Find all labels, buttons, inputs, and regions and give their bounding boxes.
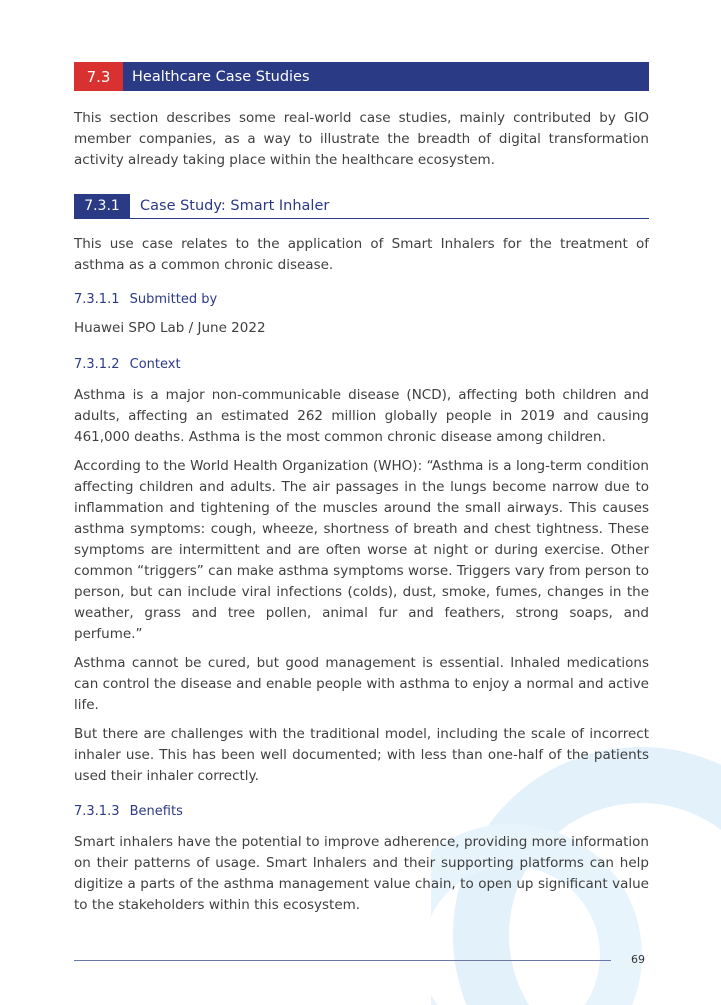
heading-context (74, 355, 649, 375)
subsection-number: 7.3.1 (74, 194, 130, 218)
footer-rule (74, 960, 611, 961)
page-number: 69 (631, 953, 645, 966)
context-paragraph: Asthma is a major non-communicable disease (NCD), affecting both children and adults, affecting an estimated 262 million globally people in 2019 and causing 461,000 deaths. Asthma is the most common chronic disease among children. (74, 387, 649, 445)
section-header (74, 62, 649, 91)
benefits-text: Smart inhalers have the potential to improve adherence, providing more information on their patterns of usage. Smart Inhalers and their supporting platforms can help digitize a parts of the asthma management value chain, to open up significant value to the stakeholders within this ecosystem. (74, 834, 649, 913)
context-paragraph: According to the World Health Organization (WHO): “Asthma is a long-term condition affecting children and adults. The air passages in the lungs become narrow due to inflammation and tightening of the muscles around the small airways. This causes asthma symptoms: cough, wheeze, shortness of breath and chest tightness. These symptoms are intermittent and are often worse at night or during exercise. Other common “triggers” can make asthma symptoms worse. Triggers vary from person to person, but can include viral infections (colds), dust, smoke, fumes, changes in the weather, grass and tree pollen, animal fur and feathers, strong soaps, and perfume.” (74, 458, 649, 642)
section-title: Healthcare Case Studies (123, 62, 649, 91)
heading-submitted-by (74, 290, 649, 310)
heading-text: Submitted by (129, 292, 218, 307)
page-content (74, 62, 649, 924)
context-paragraph: But there are challenges with the traditional model, including the scale of incorrect inhaler use. This has been well documented; with less than one-half of the patients used their inhaler correctly. (74, 726, 649, 784)
heading-number: 7.3.1.1 (74, 292, 120, 307)
heading-text: Benefits (129, 804, 183, 819)
subsection-title: Case Study: Smart Inhaler (140, 198, 330, 214)
subsection-header (74, 194, 649, 219)
heading-number: 7.3.1.3 (74, 804, 120, 819)
section-intro: This section describes some real-world case studies, mainly contributed by GIO member companies, as a way to illustrate the breadth of digital transformation activity already taking place within the healthcare ecosystem. (74, 110, 649, 168)
heading-benefits (74, 802, 649, 822)
section-number: 7.3 (74, 62, 123, 91)
heading-text: Context (129, 357, 181, 372)
context-paragraph: Asthma cannot be cured, but good management is essential. Inhaled medications can control the disease and enable people with asthma to enjoy a normal and active life. (74, 655, 649, 713)
subsection-intro: This use case relates to the application of Smart Inhalers for the treatment of asthma as a common chronic disease. (74, 236, 649, 273)
submitted-by-text: Huawei SPO Lab / June 2022 (74, 320, 266, 336)
heading-number: 7.3.1.2 (74, 357, 120, 372)
